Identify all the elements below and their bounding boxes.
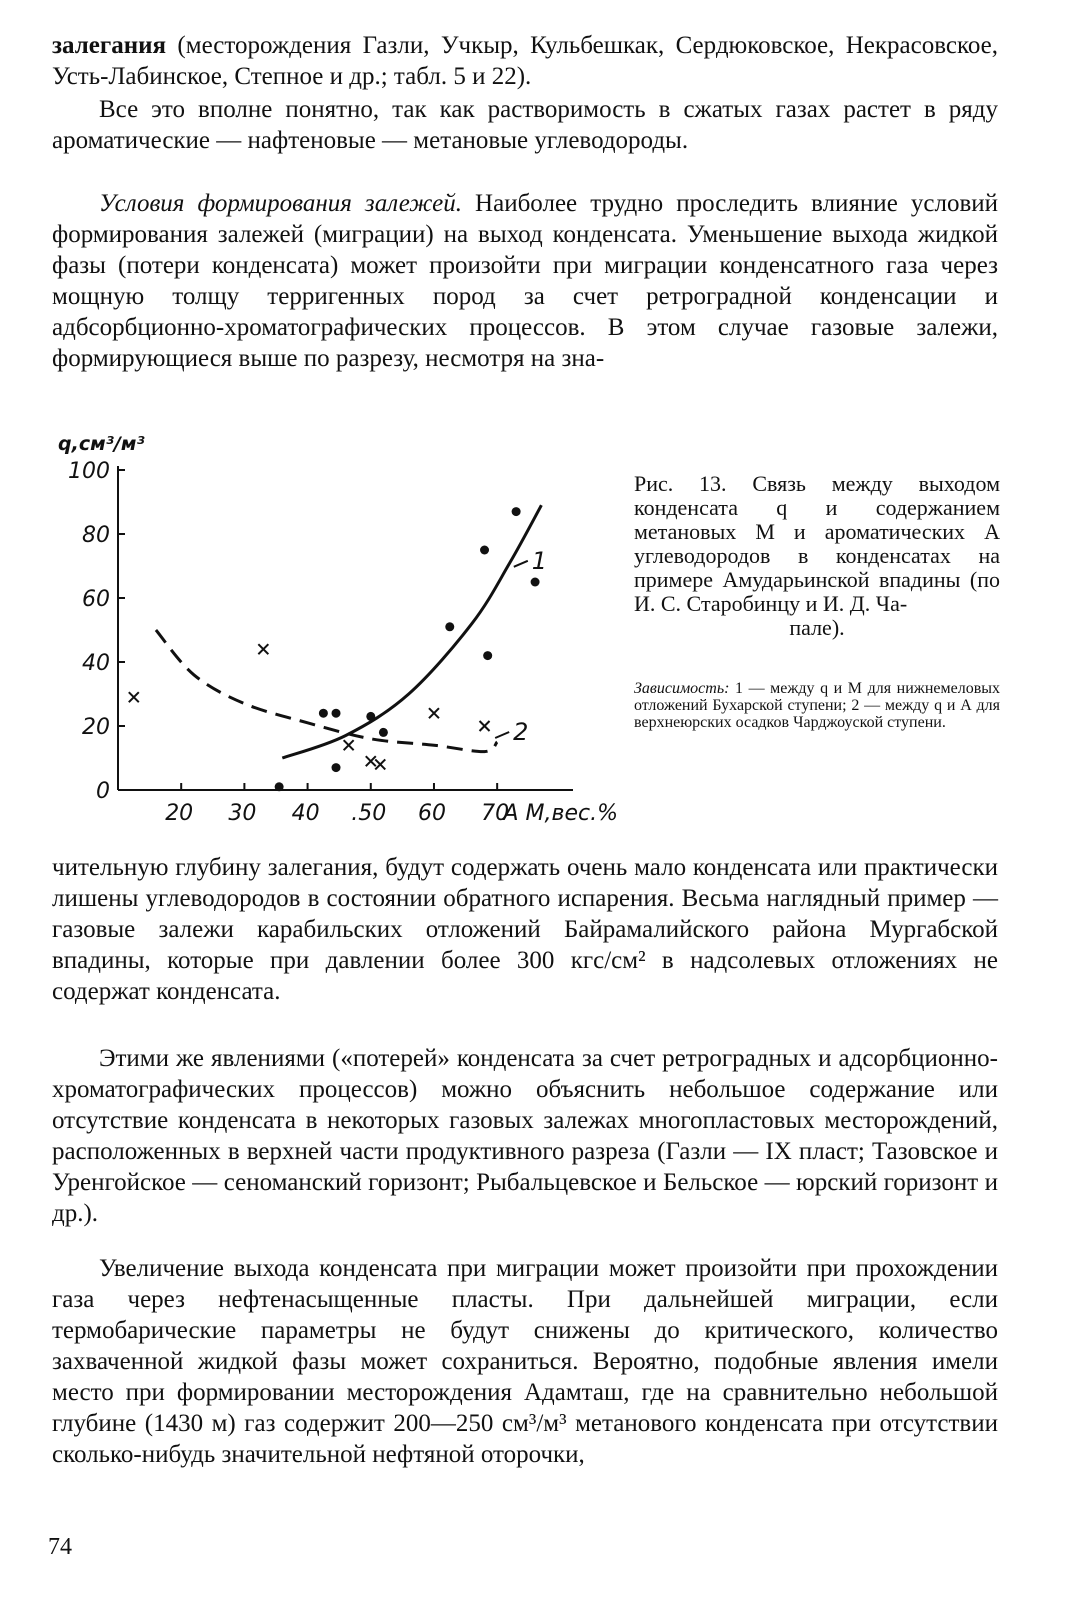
paragraph-6 bbox=[52, 1253, 998, 1470]
x-tick-label: 70 bbox=[481, 801, 510, 826]
paragraph-1 bbox=[52, 30, 998, 92]
bold-lead: залегания bbox=[52, 32, 167, 59]
series-1-point bbox=[445, 622, 454, 631]
figure-legend-note bbox=[634, 680, 1000, 731]
series-1-point bbox=[366, 712, 375, 721]
x-tick-label: 20 bbox=[165, 801, 194, 826]
series-2-label: 2 bbox=[513, 718, 529, 746]
legend-note-lead: Зависимость: bbox=[634, 680, 730, 697]
x-tick-label: 60 bbox=[417, 801, 446, 826]
x-tick-label: 40 bbox=[291, 801, 320, 826]
y-tick-label: 100 bbox=[68, 459, 110, 484]
paragraph-6-text: Увеличение выхода конденсата при миграции может произойти при прохождении газа через нефтенасыщенные пласты. При дальнейшей миграции, если термобарические параметры не будут снижены до критического, количество захваченной жидкой фазы может сохраниться. Вероятно, подобные явления имели место при формировании месторождения Адамташ, где на сравнительно небольшой глубине (1430 м) газ содержит 200—250 см³/м³ метанового конденсата при отсутствии сколько-нибудь значительной нефтяной оторочки, bbox=[52, 1255, 998, 1468]
x-tick-label: .50 bbox=[351, 801, 387, 826]
paragraph-2-text: Все это вполне понятно, так как растворимость в сжатых газах растет в ряду ароматические — нафтеновые — метановые углеводороды. bbox=[52, 96, 998, 154]
series-1-point bbox=[531, 578, 540, 587]
series-2-point bbox=[258, 644, 268, 654]
paragraph-2 bbox=[52, 94, 998, 156]
y-axis-label: q,см³/м³ bbox=[58, 433, 145, 455]
paragraph-1-text: (месторождения Газли, Учкыр, Кульбешкак, Сердюковское, Некрасовское, Усть-Лабинское, Степное и др.; табл. 5 и 22). bbox=[52, 32, 998, 90]
y-tick-label: 60 bbox=[82, 587, 110, 612]
paragraph-4-text: чительную глубину залегания, будут содержать очень мало конденсата или практически лишены углеводородов в состоянии обратного испарения. Весьма наглядный пример — газовые залежи карабильских отложений Байрамалийского района Мургабской впадины, которые при давлении более 300 кгс/см² в надсолевых отложениях не содержат конденсата. bbox=[52, 854, 998, 1005]
series-2-point bbox=[344, 740, 354, 750]
x-axis-label: А М,вес.% bbox=[503, 801, 619, 826]
paragraph-3 bbox=[52, 188, 998, 374]
paragraph-3-text: Наиболее трудно проследить влияние условий формирования залежей (миграции) на выход конденсата. Уменьшение выхода жидкой фазы (потери конденсата) может произойти при миграции конденсатного газа через мощную толщу терригенных пород за счет ретроградной конденсации и адбсорбционно-хроматографических процессов. В этом случае газовые залежи, формирующиеся выше по разрезу, несмотря на зна- bbox=[52, 190, 999, 372]
series-1-point bbox=[512, 507, 521, 516]
chart-curves bbox=[156, 505, 541, 758]
series-1-curve bbox=[282, 505, 541, 758]
page-number: 74 bbox=[48, 1534, 72, 1560]
y-tick-label: 0 bbox=[96, 779, 110, 804]
figure-caption bbox=[634, 472, 1000, 640]
paragraph-4 bbox=[52, 852, 998, 1007]
figure-caption-end: пале). bbox=[789, 615, 845, 640]
series-1-point bbox=[275, 782, 284, 791]
y-tick-label: 40 bbox=[82, 651, 110, 676]
figure-13-chart bbox=[48, 420, 620, 840]
series-1-point bbox=[332, 763, 341, 772]
x-tick-label: 30 bbox=[228, 801, 257, 826]
series-1-point bbox=[483, 651, 492, 660]
series-2-point bbox=[480, 721, 490, 731]
series-1-label: 1 bbox=[531, 546, 548, 575]
series-1-point bbox=[319, 709, 328, 718]
y-tick-label: 20 bbox=[82, 715, 110, 740]
legend-note-text: 1 — между q и М для нижнемеловых отложений Бухарской ступени; 2 — между q и А для верхнеюрских осадков Чарджоуской ступени. bbox=[634, 680, 1000, 731]
series-2-leader bbox=[495, 732, 509, 738]
series-1-leader bbox=[514, 561, 528, 567]
series-1-point bbox=[379, 728, 388, 737]
paragraph-5 bbox=[52, 1043, 998, 1229]
series-2-point bbox=[366, 756, 376, 766]
y-tick-label: 80 bbox=[82, 523, 110, 548]
series-1-point bbox=[332, 709, 341, 718]
series-2-point bbox=[375, 759, 385, 769]
series-2-point bbox=[129, 692, 139, 702]
figure-caption-text: Рис. 13. Связь между выходом конденсата q и содержанием метановых М и ароматических А углеводородов в конденсатах на примере Амударьинской впадины (по И. С. Старобинцу и И. Д. Ча- bbox=[634, 471, 1000, 616]
chart-points bbox=[129, 507, 540, 791]
series-2-point bbox=[429, 708, 439, 718]
series-2-curve bbox=[156, 630, 497, 752]
paragraph-5-text: Этими же явлениями («потерей» конденсата за счет ретроградных и адсорбционно-хроматографических процессов) можно объяснить небольшое содержание или отсутствие конденсата в некоторых газовых залежах многопластовых месторождений, расположенных в верхней части продуктивного разреза (Газли — IX пласт; Тазовское и Уренгойское — сеноманский горизонт; Рыбальцевское и Бельское — юрский горизонт и др.). bbox=[52, 1045, 998, 1227]
chart-ticks bbox=[68, 459, 509, 826]
series-1-point bbox=[480, 546, 489, 555]
section-heading: Условия формирования залежей. bbox=[99, 190, 462, 217]
